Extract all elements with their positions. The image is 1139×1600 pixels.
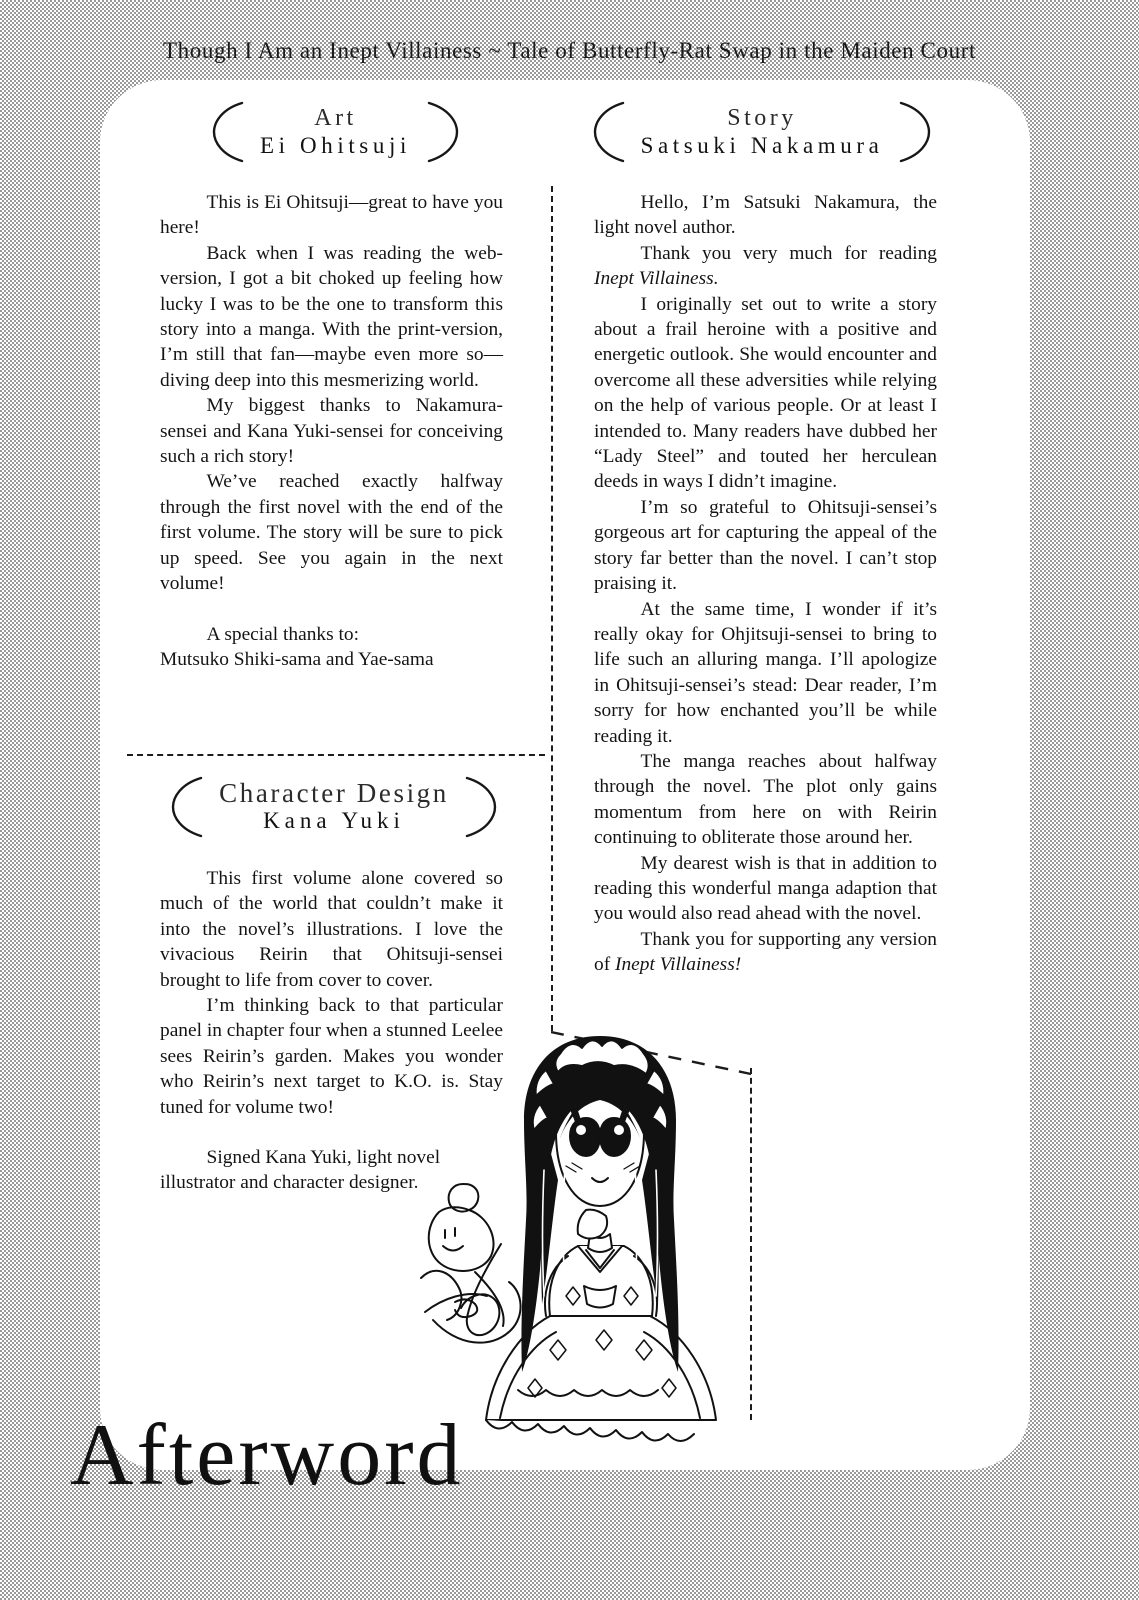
page-title-afterword: Afterword	[70, 1407, 464, 1504]
paragraph: I’m thinking back to that particular panel in chapter four when a stunned Leelee sees Reirin’s garden. Makes you wonder who Reirin’s next target to K.O. is. Stay tuned for volume two!	[160, 995, 503, 1118]
bracket-right-icon	[899, 100, 933, 164]
bracket-left-icon	[591, 100, 625, 164]
running-header-title: Though I Am an Inept Villainess ~ Tale of Butterfly-Rat Swap in the Maiden Court	[163, 38, 976, 63]
bracket-right-icon	[465, 775, 499, 839]
section-role-label: Character Design	[219, 777, 449, 808]
section-heading-character-design	[128, 775, 540, 839]
paragraph: Thank you very much for reading Inept Villainess.	[594, 242, 937, 290]
closing-line: Signed Kana Yuki, light novel	[206, 1147, 441, 1169]
afterword-text-art	[160, 190, 503, 672]
divider-dashed-vertical	[551, 186, 553, 1031]
paragraph: My biggest thanks to Nakamura-sensei and Kana Yuki-sensei for conceiving such a rich story!	[160, 395, 503, 468]
paragraph: The manga reaches about halfway through the novel. The plot only gains momentum from here on with Reirin continuing to obliterate those around her.	[594, 750, 937, 849]
afterword-text-story	[594, 190, 937, 978]
paragraph: This is Ei Ohitsuji—great to have you here!	[160, 192, 503, 239]
section-heading-art	[163, 100, 508, 164]
section-heading-story	[586, 100, 938, 164]
paragraph: At the same time, I wonder if it’s really okay for Ohjitsuji-sensei to bring to life such an alluring manga. I’ll apologize in Ohitsuji-sensei’s stead: Dear reader, I’m sorry for how enchanted you’ll be while reading it.	[594, 598, 937, 747]
section-role-label: Art	[314, 104, 357, 131]
section-person-name: Ei Ohitsuji	[260, 132, 411, 158]
paragraph: I’m so grateful to Ohitsuji-sensei’s gorgeous art for capturing the appeal of the story far better than the novel. I can’t stop praising it.	[594, 496, 937, 595]
closing-line: Mutsuko Shiki-sama and Yae-sama	[160, 648, 434, 670]
closing-line: A special thanks to:	[206, 623, 359, 645]
paragraph: Hello, I’m Satsuki Nakamura, the light novel author.	[594, 192, 937, 239]
section-role-label: Story	[727, 104, 797, 131]
section-person-name: Satsuki Nakamura	[640, 132, 884, 158]
paragraph: I originally set out to write a story about a frail heroine with a positive and energetic outlook. She would encounter and overcome all these adversities while relying on the help of various people. Or at least I intended to. Many readers have dubbed her “Lady Steel” and touted her herculean deeds in ways I didn’t imagine.	[594, 293, 937, 493]
bracket-right-icon	[427, 100, 461, 164]
bracket-left-icon	[169, 775, 203, 839]
bracket-left-icon	[210, 100, 244, 164]
paragraph: We’ve reached exactly halfway through the first novel with the end of the first volume. The story will be sure to pick up speed. See you again in the next volume!	[160, 471, 503, 595]
paragraph: My dearest wish is that in addition to reading this wonderful manga adaption that you would also read ahead with the novel.	[594, 852, 937, 925]
paragraph: This first volume alone covered so much of the world that couldn’t make it into the novel’s illustrations. I love the vivacious Reirin that Ohitsuji-sensei brought to life from cover to cover.	[160, 868, 503, 991]
divider-dashed-horizontal	[127, 754, 545, 756]
paragraph: Back when I was reading the web-version, I got a bit choked up feeling how lucky I was to be the one to transform this story into a manga. With the print-version, I’m still that fan—maybe even more so—diving deep into this mesmerizing world.	[160, 242, 503, 391]
paragraph: Thank you for supporting any version of Inept Villainess!	[594, 928, 937, 976]
signature-doodle	[415, 1160, 595, 1360]
closing-line: illustrator and character designer.	[160, 1172, 419, 1194]
section-person-name: Kana Yuki	[263, 807, 405, 833]
